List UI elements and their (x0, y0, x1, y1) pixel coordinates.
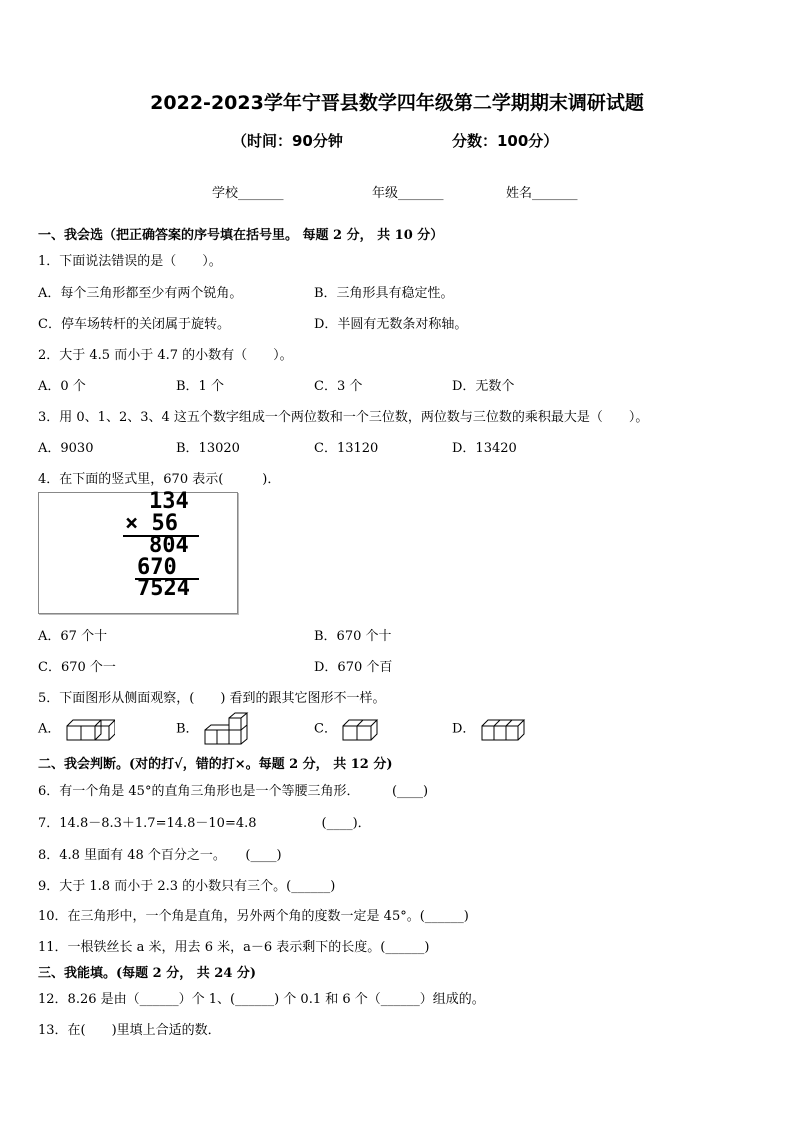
q3-option-c: C．13120 (314, 441, 379, 456)
q2-option-c: C．3 个 (314, 379, 363, 394)
q3-option-d: D．13420 (452, 441, 517, 456)
name-field: 姓名_______ (506, 186, 578, 201)
calc-row-5: 7524 (137, 576, 190, 601)
question-12: 12．8.26 是由（______）个 1、(______) 个 0.1 和 6 个（______）组成的。 (38, 992, 485, 1007)
question-9: 9．大于 1.8 而小于 2.3 的小数只有三个。(______) (38, 879, 336, 894)
q5-option-b (176, 712, 255, 746)
school-field: 学校_______ (212, 186, 284, 201)
q1-option-a: A．每个三角形都至少有两个锐角。 (38, 286, 243, 301)
calc-row-4: 670 (137, 555, 177, 580)
q5-option-c (314, 716, 383, 742)
q5-option-d (452, 716, 526, 742)
cube-stack-a-icon (65, 716, 115, 742)
q5-option-b-label: B． (176, 721, 199, 737)
grade-field: 年级_______ (372, 186, 444, 201)
exam-score: 分数：100分） (452, 132, 559, 150)
q3-option-a: A．9030 (38, 441, 94, 456)
q2-option-a: A．0 个 (38, 379, 86, 394)
question-3: 3．用 0、1、2、3、4 这五个数字组成一个两位数和一个三位数，两位数与三位数的乘积最大是（ ）。 (38, 410, 649, 425)
q1-option-b: B．三角形具有稳定性。 (314, 286, 454, 301)
q4-option-d: D．670 个百 (314, 660, 393, 675)
question-10: 10．在三角形中，一个角是直角，另外两个角的度数一定是 45°。(______) (38, 909, 469, 924)
q4-option-a: A．67 个十 (38, 629, 108, 644)
section-2-heading: 二、我会判断。(对的打√，错的打×。每题 2 分， 共 12 分) (38, 757, 393, 772)
multiplication-image (38, 489, 238, 614)
question-5: 5．下面图形从侧面观察，( ) 看到的跟其它图形不一样。 (38, 691, 386, 706)
question-11: 11．一根铁丝长 a 米，用去 6 米，a－6 表示剩下的长度。(______) (38, 940, 430, 955)
q2-option-b: B．1 个 (176, 379, 224, 394)
question-1: 1．下面说法错误的是（ ）。 (38, 254, 222, 269)
question-6: 6．有一个角是 45°的直角三角形也是一个等腰三角形． (____) (38, 784, 429, 799)
q2-option-d: D．无数个 (452, 379, 515, 394)
section-1-heading: 一、我会选（把正确答案的序号填在括号里。 每题 2 分， 共 10 分） (38, 228, 444, 243)
cube-stack-b-icon (203, 712, 255, 746)
q5-option-a (38, 716, 115, 742)
question-8: 8．4.8 里面有 48 个百分之一。 (____) (38, 848, 282, 863)
calc-row-2: × 56 (125, 511, 178, 536)
q5-option-a-label: A． (38, 721, 61, 737)
calc-row-1: 134 (149, 489, 189, 514)
question-13: 13．在( )里填上合适的数． (38, 1023, 221, 1038)
question-2: 2．大于 4.5 而小于 4.7 的小数有（ ）。 (38, 348, 293, 363)
q5-option-d-label: D． (452, 721, 476, 737)
q1-option-d: D．半圆有无数条对称轴。 (314, 317, 468, 332)
cube-stack-d-icon (480, 716, 526, 742)
question-7: 7．14.8－8.3＋1.7=14.8－10=4.8 (____)． (38, 816, 371, 831)
calc-row-3: 804 (149, 533, 189, 558)
q3-option-b: B．13020 (176, 441, 240, 456)
exam-time: （时间：90分钟 (232, 132, 343, 150)
q4-option-c: C．670 个一 (38, 660, 116, 675)
q5-option-c-label: C． (314, 721, 337, 737)
cube-stack-c-icon (341, 716, 383, 742)
page-title: 2022-2023学年宁晋县数学四年级第二学期期末调研试题 (150, 92, 644, 114)
q4-option-b: B．670 个十 (314, 629, 392, 644)
section-3-heading: 三、我能填。(每题 2 分， 共 24 分) (38, 966, 257, 981)
q1-option-c: C．停车场转杆的关闭属于旋转。 (38, 317, 230, 332)
question-4: 4．在下面的竖式里，670 表示( )． (38, 472, 281, 487)
